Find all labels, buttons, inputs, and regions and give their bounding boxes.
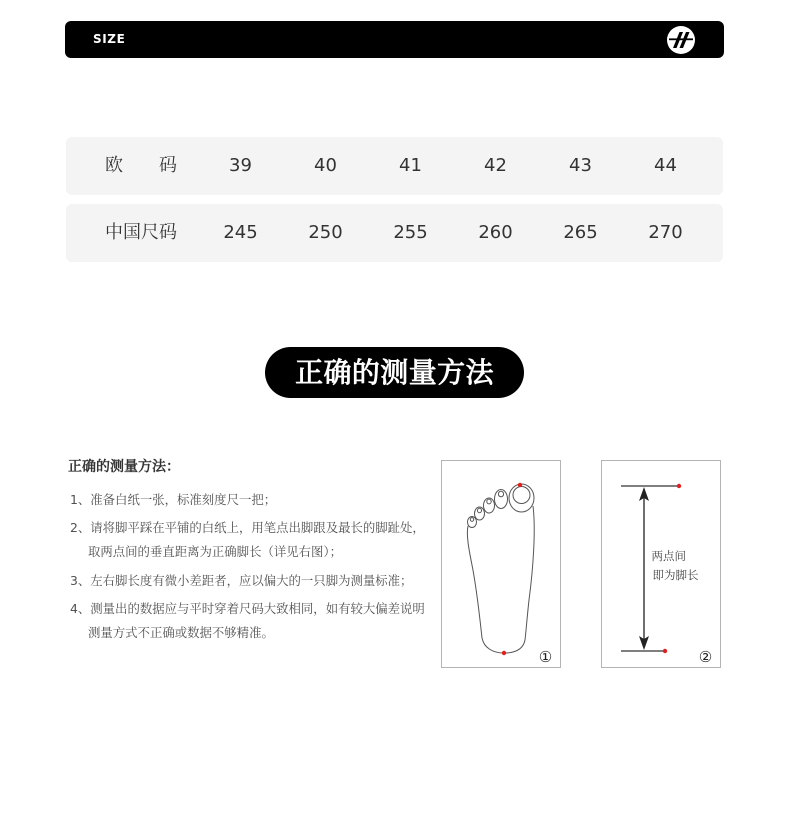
- marker-dot-bottom: [662, 648, 666, 652]
- diagram-foot: [441, 460, 561, 668]
- size-value: 41: [399, 155, 422, 176]
- instruction-line: 取两点间的垂直距离为正确脚长（详见右图）；: [88, 544, 343, 559]
- size-value: 39: [229, 155, 252, 176]
- marker-dot-toe: [517, 482, 521, 486]
- instruction-line: 1、准备白纸一张，标准刻度尺一把；: [70, 492, 277, 507]
- foot-outline-icon: [441, 460, 561, 668]
- toe-3-nail: [486, 499, 490, 504]
- size-header-bar: [65, 21, 724, 58]
- diagram-measure-length: [601, 460, 721, 668]
- marker-dot-heel: [501, 650, 505, 654]
- size-value: 42: [484, 155, 507, 176]
- size-value: 43: [569, 155, 592, 176]
- header-title: SIZE: [93, 32, 126, 46]
- instructions-heading: 正确的测量方法：: [68, 459, 180, 475]
- marker-dot-top: [676, 483, 680, 487]
- toe-5-nail: [470, 517, 473, 521]
- caption-line: 两点间: [651, 548, 686, 563]
- size-row-eu: [66, 137, 723, 195]
- size-value: 44: [654, 155, 677, 176]
- toe-2-nail: [498, 491, 503, 497]
- size-value: 245: [223, 222, 258, 243]
- caption-line: 即为脚长: [652, 567, 699, 582]
- size-value: 255: [393, 222, 428, 243]
- size-value: 250: [308, 222, 343, 243]
- instruction-line: 3、左右脚长度有微小差距者，应以偏大的一只脚为测量标准；: [70, 573, 413, 588]
- row-label: 欧 码: [105, 155, 177, 176]
- instruction-line: 测量方式不正确或数据不够精准。: [88, 625, 274, 640]
- instruction-line: 2、请将脚平踩在平铺的白纸上，用笔点出脚跟及最长的脚趾处，: [70, 520, 425, 535]
- size-value: 265: [563, 222, 598, 243]
- diagram-number: ①: [538, 647, 553, 666]
- measure-method-banner: 正确的测量方法: [265, 347, 524, 398]
- size-value: 270: [648, 222, 683, 243]
- instruction-line: 4、测量出的数据应与平时穿着尺码大致相同，如有较大偏差说明: [70, 601, 425, 616]
- double-arrow-icon: [601, 460, 721, 668]
- toe-4-nail: [477, 508, 481, 512]
- brand-logo-icon: [666, 25, 696, 55]
- size-value: 40: [314, 155, 337, 176]
- size-value: 260: [478, 222, 513, 243]
- size-row-cn: [66, 204, 723, 262]
- big-toe-nail: [513, 486, 530, 503]
- foot-sole-outline: [467, 506, 534, 653]
- row-label: 中国尺码: [105, 222, 177, 243]
- diagram-number: ②: [698, 647, 713, 666]
